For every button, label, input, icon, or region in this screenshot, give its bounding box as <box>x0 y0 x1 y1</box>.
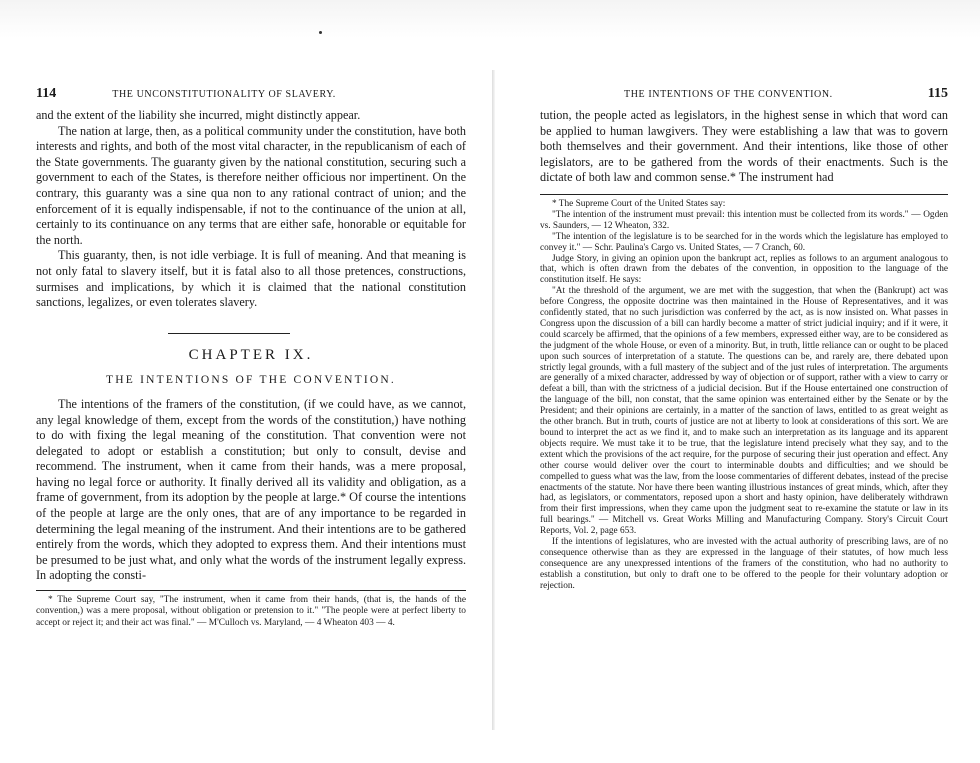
chapter-subtitle: THE INTENTIONS OF THE CONVENTION. <box>106 374 396 387</box>
chapter-title: CHAPTER IX. <box>188 346 314 363</box>
footnote-rule <box>36 590 466 591</box>
paragraph: This guaranty, then, is not idle verbiage. It is full of meaning. And that meaning is not only fatal to slavery itself, but it is fatal also to all those pretences, constructions, surmises and implications, by which it is claimed that the national constitution sanctions, legalizes, or even tolerates slavery. <box>36 248 466 310</box>
footnote-text: Judge Story, in giving an opinion upon the bankrupt act, replies as follows to an argument analogous to that, which is often drawn from the debates of the convention, in opposition to the language of the constitution itself. He says: <box>540 253 948 286</box>
footnote-text: "At the threshold of the argument, we are met with the suggestion, that when the (Bankrupt) act was before Congress, the opposite doctrine was then maintained in the House of Representatives, and it was confidently stated, that no such jurisdiction was conferred by the act, as is now insisted on. What passes in Congress upon the discussion of a bill can hardly become a matter of strict judicial inquiry; and if it were, it could scarcely be affirmed, that the opinions of a few members, expressed either way, are to be considered as the judgment of the whole House, or even of a minority. But, in truth, little reliance can or ought to be placed upon such sources of interpretation of a statute. The questions can be, and rarely are, there debated upon strictly legal grounds, with a full mastery of the subject and of the just rules of interpretation. The arguments are generally of a mixed character, addressed by way of objection or of support, rather with a view to carry or defeat a bill, than with the strictness of a judicial decision. But if the House entertained one construction of the language of the bill, non constat, that the same opinion was entertained either by the Senate or by the President; and their opinions are certainly, in a matter of the sanction of laws, entitled to as great weight as the other branch. But in truth, courts of justice are not at liberty to look at considerations of this sort. We are bound to interpret the act as we find it, and to make such an interpretation as its language and its apparent objects require. We must take it to be true, that the legislature intend precisely what they say, and to the extent which the provisions of the act require, for the purpose of securing their just operation and effect. Any other course would deliver over the court to interminable doubts and difficulties; and we should be compelled to guess what was the law, from the loose commentaries of different debates, instead of the precise enactments of the statute. Nor have there been wanting illustrious instances of great minds, which, after they had, as legislators, or commentators, reposed upon a short and hasty opinion, have deliberately withdrawn from their first impressions, when they came upon the judgment seat to re-examine the statute or law in its full bearings." — Mitchell vs. Great Works Milling and Manufacturing Company. Story's Circuit Court Reports, Vol. 2, page 653. <box>540 286 948 537</box>
paragraph: The nation at large, then, as a political community under the constitution, have both interests and rights, and both of the most vital character, in the republicanism of each of the State governments. The guaranty given by the national constitution, securing such a government to each of the States, is therefore neither officious nor impertinent. On the contrary, this guaranty was a sine qua non to any rational contract of union; and the enforcement of it is equally indispensable, if not to the continuance of the union at all, certainly to its continuance on any terms that are either safe, honorable or equitable for the north. <box>36 123 466 247</box>
section-divider <box>168 333 290 334</box>
right-page-body <box>540 108 948 186</box>
paragraph: tution, the people acted as legislators, in the highest sense in which that word can be applied to human lawgivers. They were establishing a law that was to govern both themselves and their government. And their intentions, like those of other legislators, are to be gathered from the words of their enactments. Such is the dictate of both law and common sense.* The instrument had <box>540 108 948 185</box>
footnote-text: * The Supreme Court of the United States say: <box>552 198 726 209</box>
left-page <box>36 86 466 629</box>
running-title: THE UNCONSTITUTIONALITY OF SLAVERY. <box>112 89 336 100</box>
left-page-body <box>36 108 466 584</box>
footnote-text: * The Supreme Court say, "The instrument, when it came from their hands, (that is, the hands of the convention,) was a mere proposal, without obligation or pretension to it." "The people were at perfect liberty to accept or reject it; and their act was final." — M'Culloch vs. Maryland, — 4 Wheaton 403 — 4. <box>36 595 466 628</box>
left-page-header <box>36 86 466 104</box>
page-number: 115 <box>927 86 948 101</box>
right-page-header <box>540 86 948 104</box>
right-page <box>540 86 948 592</box>
paragraph: and the extent of the liability she incurred, might distinctly appear. <box>36 108 361 122</box>
footnote-text: "The intention of the instrument must prevail: this intention must be collected from its words." — Ogden vs. Saunders, — 12 Wheaton, 332. <box>540 209 948 231</box>
paragraph: The intentions of the framers of the constitution, (if we could have, as we cannot, any legal knowledge of them, except from the words of the constitution,) have nothing to do with fixing the legal meaning of the constitution. That convention were not delegated to adopt or establish a constitution; but only to consult, devise and recommend. The instrument, when it came from their hands, was a mere proposal, having no legal force or authority. It finally derived all its validity and obligation, as a frame of government, from its adoption by the people at large.* Of course the intentions of the people at large are the only ones, that are of any importance to be regarded in determining the legal meaning of the instrument. And their intentions are to be gathered entirely from the words, which they adopted to express them. And their intentions must be presumed to be just what, and only what the words of the instrument legally express. In adopting the consti- <box>36 396 466 583</box>
running-title: THE INTENTIONS OF THE CONVENTION. <box>624 89 833 100</box>
scan-speck <box>319 31 322 34</box>
footnote-rule <box>540 194 948 195</box>
footnotes <box>540 199 948 592</box>
footnote-text: If the intentions of legislatures, who are invested with the actual authority of prescribing laws, are of no consequence otherwise than as they are expressed in the language of their statutes, of how much less consequence are any unexpressed intentions of the framers of the constitution, who had no authority to establish a constitution, but only to draft one to be offered to the people for their voluntary adoption or rejection. <box>540 537 948 591</box>
footnote <box>36 595 466 629</box>
scan-margin <box>0 0 980 38</box>
footnote-text: "The intention of the legislature is to be searched for in the words which the legislature has employed to convey it." — Schr. Paulina's Cargo vs. United States, — 7 Cranch, 60. <box>540 231 948 253</box>
book-gutter <box>492 70 495 730</box>
page-number: 114 <box>36 86 57 101</box>
